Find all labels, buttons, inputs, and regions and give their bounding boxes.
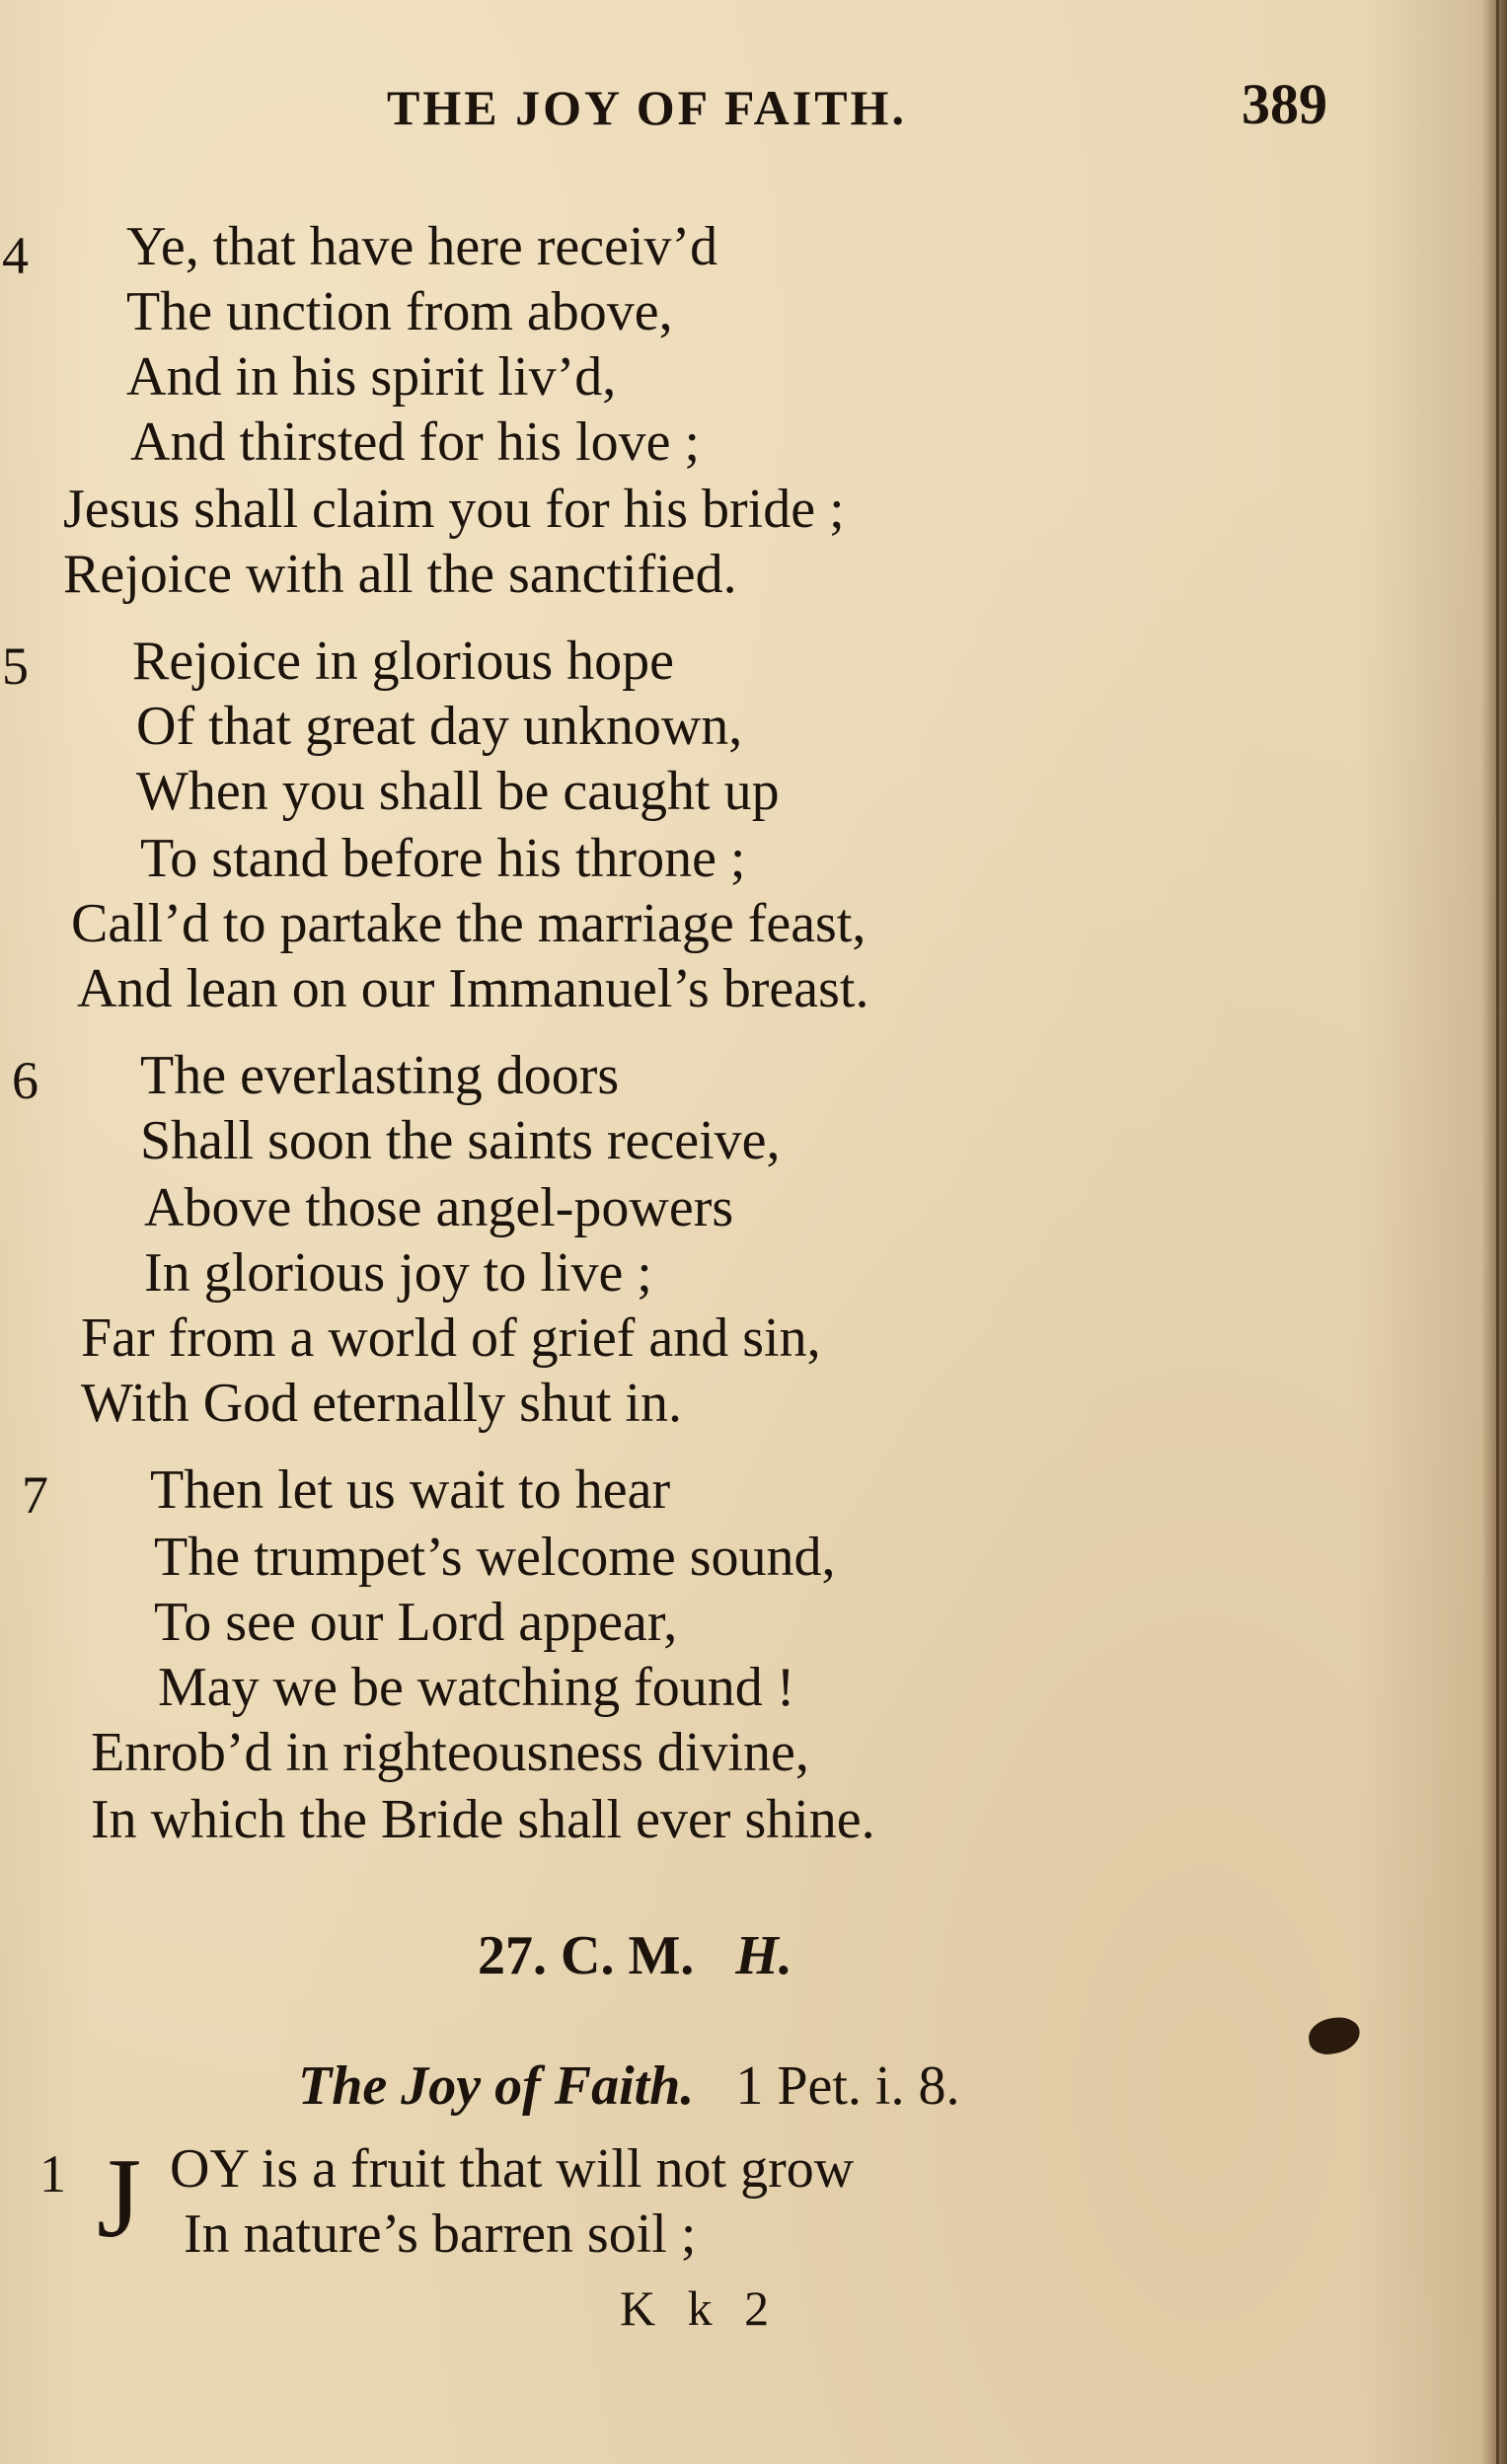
page-edge-shadow [1481,0,1507,2464]
hymn-heading [478,1924,792,1987]
hymn-line: Far from a world of grief and sin, [81,1307,821,1369]
stanza-number: 6 [12,1051,38,1110]
hymn-line: The trumpet’s welcome sound, [154,1527,836,1588]
hymn-line: To stand before his throne ; [140,828,746,889]
drop-cap: J [97,2135,142,2262]
scripture-reference: 1 Pet. i. 8. [735,2055,960,2117]
hymn-line: Call’d to partake the marriage feast, [71,893,867,954]
stanza-number: 1 [39,2144,66,2203]
hymn-line: And lean on our Immanuel’s breast. [77,958,869,1019]
hymn-line: In nature’s barren soil ; [184,2203,697,2265]
hymn-line: Rejoice with all the sanctified. [63,544,737,605]
hymn-title: The Joy of Faith. [298,2055,695,2117]
hymn-line: Shall soon the saints receive, [140,1110,781,1171]
ink-blot [1307,2015,1363,2057]
hymn-title-line [298,2054,959,2118]
hymn-line: In which the Bride shall ever shine. [91,1789,875,1850]
hymn-line: Then let us wait to hear [150,1459,671,1521]
hymn-line: Rejoice in glorious hope [132,631,675,692]
page-number: 389 [1242,72,1327,136]
running-title: THE JOY OF FAITH. [387,80,907,135]
hymn-number-meter: 27. C. M. [478,1925,695,1986]
printer-signature: K k 2 [620,2280,780,2336]
hymn-line: In glorious joy to live ; [144,1242,652,1304]
stanza-number: 4 [2,226,29,285]
hymn-line: With God eternally shut in. [81,1373,682,1434]
hymn-line: To see our Lord appear, [154,1592,678,1653]
hymn-line: Above those angel-powers [144,1177,734,1238]
hymn-line: OY is a fruit that will not grow [170,2138,855,2200]
hymn-author-initial: H. [735,1925,792,1986]
hymn-line: Of that great day unknown, [136,696,743,757]
hymn-line: And in his spirit liv’d, [126,346,617,408]
page-edge-line [1496,0,1499,2464]
stanza-number: 7 [22,1465,48,1525]
hymn-line: Jesus shall claim you for his bride ; [63,479,845,540]
hymn-line: When you shall be caught up [136,761,780,822]
hymn-line: May we be watching found ! [158,1657,795,1718]
hymn-line: And thirsted for his love ; [130,411,701,473]
hymn-line: Enrob’d in righteousness divine, [91,1722,809,1783]
stanza-number: 5 [2,636,29,696]
hymn-line: The everlasting doors [140,1045,620,1106]
hymn-line: The unction from above, [126,281,673,342]
hymn-line: Ye, that have here receiv’d [126,216,718,277]
